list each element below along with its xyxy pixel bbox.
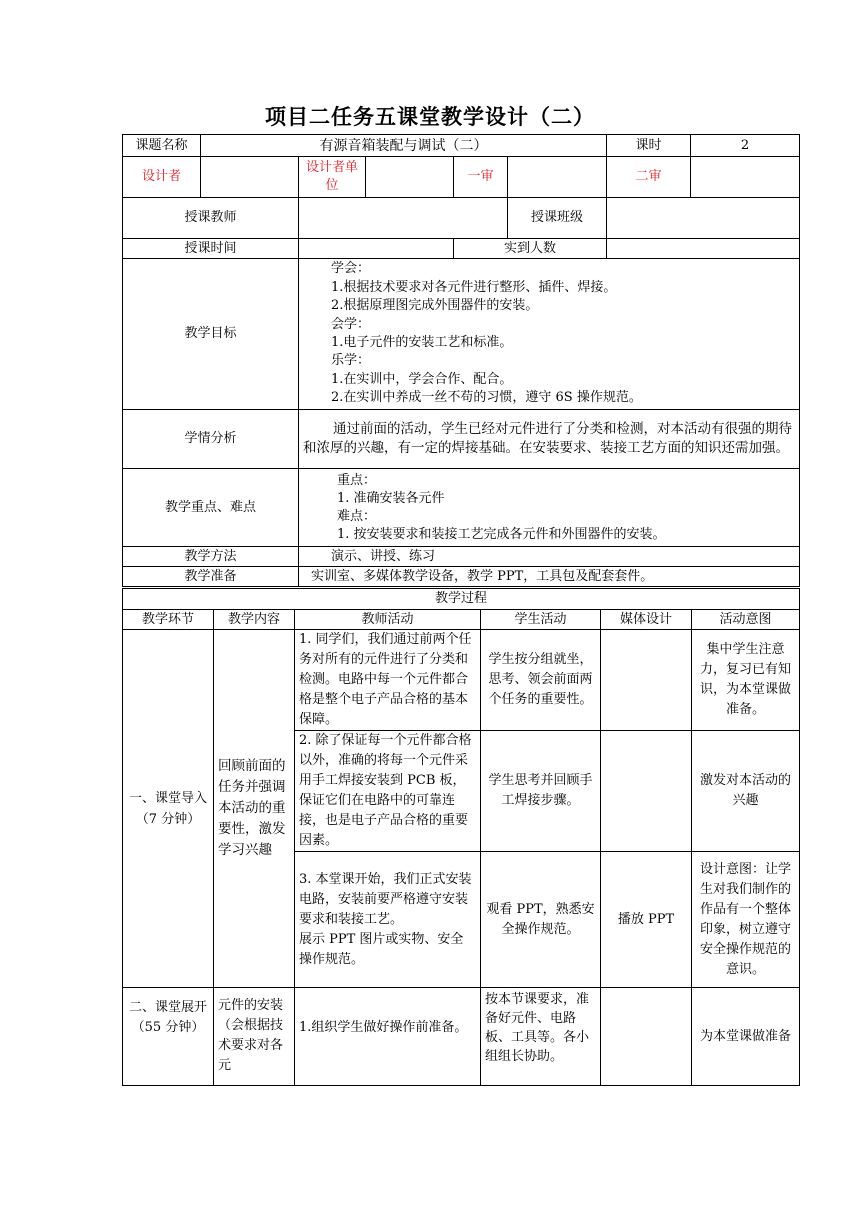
header-stage: 教学环节 <box>123 610 214 630</box>
designer-value <box>201 157 299 198</box>
stage1-row1-intent: 集中学生注意力，复习已有知识，为本堂课做准备。 <box>692 630 800 731</box>
review1-value <box>508 157 607 198</box>
header-content: 教学内容 <box>214 610 295 630</box>
stage2-row1-student: 按本节课要求，准备好元件、电路板、工具等。各小组组长协助。 <box>481 988 601 1086</box>
stage1-row2-intent: 激发对本活动的兴趣 <box>692 731 800 852</box>
class-value <box>607 198 800 239</box>
process-table <box>122 588 800 1086</box>
stage1-row3-student: 观看 PPT，熟悉安全操作规范。 <box>481 852 601 988</box>
hours-value: 2 <box>691 135 800 157</box>
lesson-overview-table <box>122 197 800 239</box>
stage1-row2-teacher: 2. 除了保证每一个元件都合格以外，准确的将每一个元件采用手工焊接安装到 PCB 板，保证它们在电路中的可靠连接，也是电子产品合格的重要因素。 <box>295 731 481 852</box>
stage1-row2-media <box>601 731 692 852</box>
teacher-label: 授课教师 <box>123 198 299 239</box>
analysis-content: 通过前面的活动，学生已经对元件进行了分类和检测，对本活动有很强的期待和浓厚的兴趣，有一定的焊接基础。在安装要求、装接工艺方面的知识还需加强。 <box>299 410 800 469</box>
methods-content: 演示、讲授、练习 <box>299 547 800 567</box>
stage1-name: 一、课堂导入（7 分钟） <box>123 630 214 988</box>
objectives-line: 乐学： <box>331 353 371 369</box>
key-points-line: 1. 准确安装各元件 <box>337 490 445 506</box>
objectives-content <box>299 259 800 410</box>
stage1-row1-student: 学生按分组就坐，思考、领会前面两个任务的重要性。 <box>481 630 601 731</box>
header-media: 媒体设计 <box>601 610 692 630</box>
time-label: 授课时间 <box>123 239 299 259</box>
analysis-label: 学情分析 <box>123 410 299 469</box>
attendance-value <box>607 239 800 259</box>
designer-label: 设计者 <box>123 157 201 198</box>
designer-unit-label: 设计者单位 <box>299 157 366 198</box>
objectives-line: 1.电子元件的安装工艺和标准。 <box>331 335 513 350</box>
stage1-row3-media: 播放 PPT <box>601 852 692 988</box>
objectives-line: 学会： <box>331 261 371 277</box>
attendance-label: 实到人数 <box>454 239 607 259</box>
document-title: 项目二任务五课堂教学设计（二） <box>265 105 595 129</box>
objectives-line: 会学： <box>331 316 371 332</box>
main-table <box>122 238 800 587</box>
key-points-content <box>299 469 800 547</box>
lesson-info-table <box>122 134 800 198</box>
stage2-name: 二、课堂展开（55 分钟） <box>123 988 214 1086</box>
course-name-label: 课题名称 <box>123 135 201 157</box>
process-label: 教学过程 <box>123 589 800 610</box>
objectives-line: 1.根据技术要求对各元件进行整形、插件、焊接。 <box>331 279 617 295</box>
time-value <box>299 239 454 259</box>
teacher-value <box>299 198 508 239</box>
class-label: 授课班级 <box>508 198 607 239</box>
stage1-content: 回顾前面的任务并强调本活动的重要性，激发学习兴趣 <box>214 630 295 988</box>
stage2-row1-intent: 为本堂课做准备 <box>692 988 800 1086</box>
header-student: 学生活动 <box>481 610 601 630</box>
stage1-row1-teacher: 1. 同学们，我们通过前两个任务对所有的元件进行了分类和检测。电路中每一个元件都合格是整个电子产品合格的基本保障。 <box>295 630 481 731</box>
header-intent: 活动意图 <box>692 610 800 630</box>
review2-value <box>691 157 800 198</box>
stage2-row1-media <box>601 988 692 1086</box>
stage1-row3-teacher: 3. 本堂课开始，我们正式安装电路，安装前要严格遵守安装要求和装接工艺。 展示 PPT 图片或实物、安全操作规范。 <box>295 852 481 988</box>
key-points-label: 教学重点、难点 <box>123 469 299 547</box>
stage2-content: 元件的安装（会根据技术要求对各元 <box>214 988 295 1086</box>
designer-unit-value <box>366 157 454 198</box>
objectives-line: 2.在实训中养成一丝不苟的习惯，遵守 6S 操作规范。 <box>331 390 642 406</box>
preparation-label: 教学准备 <box>123 567 299 587</box>
key-points-line: 重点： <box>337 472 377 488</box>
course-name-value: 有源音箱装配与调试（二） <box>201 135 607 157</box>
stage1-row1-media <box>601 630 692 731</box>
hours-label: 课时 <box>607 135 691 157</box>
stage1-row2-student: 学生思考并回顾手工焊接步骤。 <box>481 731 601 852</box>
preparation-content: 实训室、多媒体教学设备，教学 PPT，工具包及配套套件。 <box>299 567 800 587</box>
stage2-row1-teacher: 1.组织学生做好操作前准备。 <box>295 988 481 1086</box>
key-points-line: 难点： <box>337 508 377 524</box>
review2-label: 二审 <box>607 157 691 198</box>
header-teacher: 教师活动 <box>295 610 481 630</box>
key-points-line: 1. 按安装要求和装接工艺完成各元件和外围器件的安装。 <box>337 526 666 542</box>
review1-label: 一审 <box>454 157 508 198</box>
methods-label: 教学方法 <box>123 547 299 567</box>
objectives-label: 教学目标 <box>123 259 299 410</box>
stage1-row3-intent: 设计意图：让学生对我们制作的作品有一个整体印象，树立遵守安全操作规范的意识。 <box>692 852 800 988</box>
objectives-line: 1.在实训中，学会合作、配合。 <box>331 371 513 387</box>
objectives-line: 2.根据原理图完成外围器件的安装。 <box>331 298 539 314</box>
